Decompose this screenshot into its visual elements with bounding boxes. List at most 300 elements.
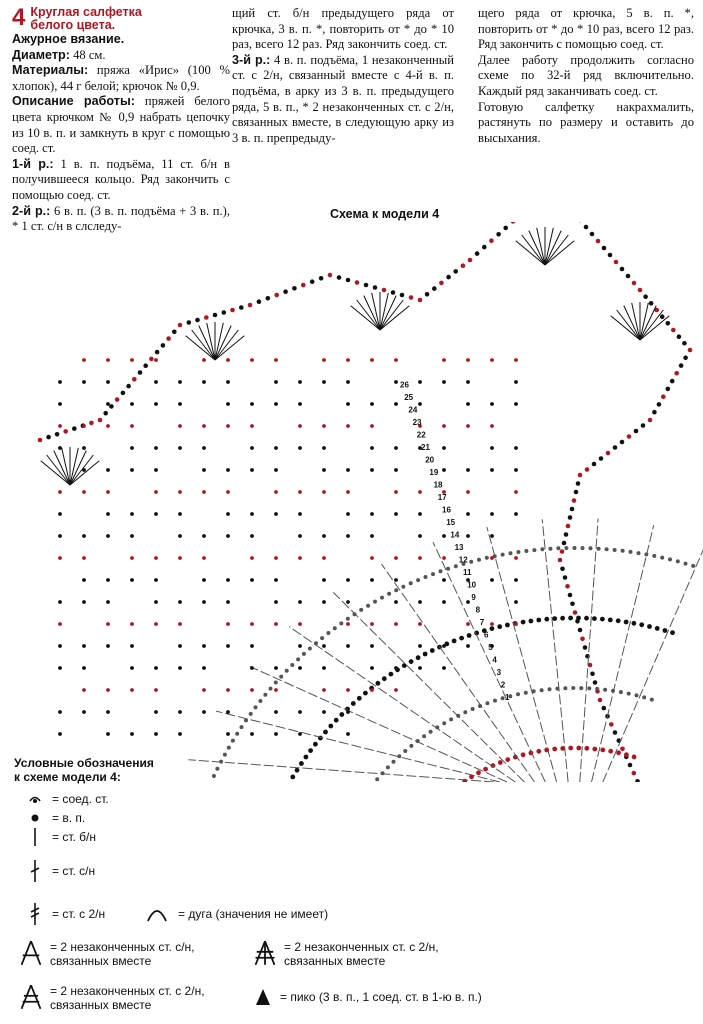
lattice-dot <box>370 358 374 362</box>
chain-stitch-dot <box>149 357 154 362</box>
ring-stitch <box>382 676 387 681</box>
ring-stitch <box>323 730 328 735</box>
chain-stitch-dot <box>382 288 387 293</box>
lattice-dot <box>466 644 470 648</box>
lattice-dot <box>466 380 470 384</box>
lattice-dot <box>466 358 470 362</box>
legend-item-single-crochet: = ст. б/н <box>24 826 96 848</box>
chain-stitch-dot <box>121 391 126 396</box>
ring-stitch <box>254 705 258 709</box>
lattice-dot <box>250 512 254 516</box>
chain-stitch-dot <box>641 423 646 428</box>
ring-stitch <box>529 619 534 624</box>
lattice-dot <box>394 446 398 450</box>
chain-stitch-dot <box>598 698 603 703</box>
ring-stitch <box>235 732 239 736</box>
chain-stitch-dot <box>409 295 414 300</box>
lattice-dot <box>82 534 86 538</box>
lattice-dot <box>442 600 446 604</box>
lattice-dot <box>154 446 158 450</box>
ring-stitch <box>621 549 625 553</box>
picot-icon <box>252 986 274 1008</box>
ring-stitch <box>516 692 520 696</box>
lattice-dot <box>298 644 302 648</box>
chain-stitch-dot <box>671 328 676 333</box>
ring-stitch <box>663 628 668 633</box>
chain-stitch-dot <box>310 279 315 284</box>
chain-stitch-dot <box>634 429 639 434</box>
ring-stitch <box>490 626 495 631</box>
lattice-dot <box>154 710 158 714</box>
ring-stitch <box>424 575 428 579</box>
lattice-dot <box>202 578 206 582</box>
row-3-instructions: 3-й р.: 4 в. п. подъёма, 1 незаконченный ст. с 2/н, связанный вместе с 4-й в. п. подъёма, в арку из 3 в. п. предыдущего ряда, 5 в. п., * 2 незаконченных ст. с 2/н, связанных вместе, в следующую арку из 3 в. п. препредыду- <box>232 52 454 145</box>
chain-stitch-dot <box>578 473 583 478</box>
chain-stitch-dot <box>161 343 166 348</box>
ring-stitch <box>516 550 520 554</box>
lattice-dot <box>322 490 326 494</box>
lattice-dot <box>106 600 110 604</box>
lattice-dot <box>106 534 110 538</box>
chain-stitch-dot <box>439 281 444 286</box>
lattice-dot <box>442 578 446 582</box>
chain-stitch-dot <box>599 456 604 461</box>
lattice-dot <box>106 380 110 384</box>
lattice-dot <box>202 490 206 494</box>
ring-stitch <box>497 624 502 629</box>
chain-stitch-dot <box>558 558 563 563</box>
ring-stitch <box>563 686 567 690</box>
lattice-dot <box>274 622 278 626</box>
ring-stitch <box>263 693 267 697</box>
ring-stitch <box>540 688 544 692</box>
legend <box>14 756 574 1018</box>
lattice-dot <box>298 424 302 428</box>
ring-stitch <box>429 730 433 734</box>
chain-stitch-dot <box>609 722 614 727</box>
ring-stitch <box>568 746 573 751</box>
ring-stitch <box>471 707 475 711</box>
legend-item-dc2tog: = 2 незаконченных ст. с/н, связанных вместе <box>18 940 246 968</box>
ring-stitch <box>452 639 457 644</box>
chain-stitch-dot <box>187 320 192 325</box>
chain-stitch-dot <box>461 263 466 268</box>
ring-stitch <box>366 604 370 608</box>
lattice-dot <box>466 468 470 472</box>
ring-stitch <box>320 636 324 640</box>
lattice-dot <box>130 534 134 538</box>
chain-stitch-dot <box>632 281 637 286</box>
lattice-dot <box>322 358 326 362</box>
ring-stitch <box>642 695 646 699</box>
lattice-dot <box>154 358 158 362</box>
lattice-dot <box>130 666 134 670</box>
row-number-label: 9 <box>471 593 476 602</box>
lattice-dot <box>394 578 398 582</box>
lattice-dot <box>346 644 350 648</box>
chain-stitch-dot <box>564 532 569 537</box>
chain-stitch-dot <box>89 421 94 426</box>
lattice-dot <box>466 600 470 604</box>
chain-stitch-dot <box>602 246 607 251</box>
chain-stitch-dot <box>178 323 183 328</box>
ring-stitch <box>339 712 344 717</box>
chain-stitch-dot <box>608 253 613 258</box>
chain-stitch-dot <box>620 747 625 752</box>
lattice-dot <box>370 666 374 670</box>
chain-stitch-dot <box>400 293 405 298</box>
lattice-dot <box>274 556 278 560</box>
lattice-dot <box>226 512 230 516</box>
lattice-dot <box>490 622 494 626</box>
lattice-dot <box>346 424 350 428</box>
ring-stitch <box>597 547 601 551</box>
ring-stitch <box>619 690 623 694</box>
ring-stitch <box>576 746 581 751</box>
ring-stitch <box>373 600 377 604</box>
ring-stitch <box>477 558 481 562</box>
lattice-dot <box>514 490 518 494</box>
lattice-dot <box>346 622 350 626</box>
row-number-label: 2 <box>500 680 506 690</box>
chain-stitch-dot <box>584 225 589 230</box>
lattice-dot <box>250 732 254 736</box>
ring-stitch <box>524 691 528 695</box>
ring-stitch <box>423 652 428 657</box>
row-number-label: 8 <box>475 605 481 615</box>
lattice-dot <box>322 600 326 604</box>
finish-instructions: Готовую салфетку накрахмалить, растянуть по размеру и оставить до высыхания. <box>478 99 694 145</box>
lattice-dot <box>178 622 182 626</box>
row-number-label: 14 <box>450 530 460 540</box>
row-number-label: 12 <box>458 555 468 565</box>
lattice-dot <box>106 490 110 494</box>
chain-stitch-dot <box>627 434 632 439</box>
lattice-dot <box>274 666 278 670</box>
lattice-dot <box>514 512 518 516</box>
materials: Материалы: пряжа «Ирис» (100 % хлопок), 44 г белой; крючок № 0,9. <box>12 63 230 93</box>
chain-stitch-dot <box>55 432 60 437</box>
chain-stitch-dot <box>596 239 601 244</box>
row-number-label: 5 <box>488 643 493 652</box>
ring-stitch <box>524 549 528 553</box>
lattice-dot <box>250 534 254 538</box>
lattice-dot <box>274 688 278 692</box>
lattice-dot <box>442 556 446 560</box>
ring-stitch <box>655 626 660 631</box>
chain-stitch-dot <box>585 654 590 659</box>
lattice-dot <box>226 644 230 648</box>
chain-stitch-dot <box>453 269 458 274</box>
chain-stitch-dot <box>652 410 657 415</box>
ring-stitch <box>313 742 318 747</box>
lattice-dot <box>202 446 206 450</box>
chain-stitch-dot <box>613 730 618 735</box>
lattice-dot <box>370 402 374 406</box>
lattice-dot <box>82 556 86 560</box>
lattice-dot <box>490 468 494 472</box>
chain-stitch-dot <box>283 289 288 294</box>
ring-stitch <box>624 752 629 757</box>
lattice-dot <box>178 556 182 560</box>
lattice-dot <box>58 600 62 604</box>
lattice-dot <box>226 600 230 604</box>
ring-stitch <box>637 551 641 555</box>
lattice-dot <box>130 578 134 582</box>
chain-stitch-dot <box>565 584 570 589</box>
lattice-dot <box>442 666 446 670</box>
ring-stitch <box>380 596 384 600</box>
lattice-dot <box>178 402 182 406</box>
lattice-dot <box>442 468 446 472</box>
lattice-dot <box>106 644 110 648</box>
ring-stitch <box>446 567 450 571</box>
ring-stitch <box>389 672 394 677</box>
ring-stitch <box>595 687 599 691</box>
ring-stitch <box>579 686 583 690</box>
lattice-dot <box>250 358 254 362</box>
lattice-dot <box>490 556 494 560</box>
chain-stitch-dot <box>511 222 516 224</box>
chain-stitch-dot <box>248 303 253 308</box>
lattice-dot <box>58 710 62 714</box>
legend-item-arc: = дуга (значения не имеет) <box>142 903 328 925</box>
ring-stitch <box>629 550 633 554</box>
ring-stitch <box>536 618 541 623</box>
row-number-label: 21 <box>421 443 430 452</box>
tr2tog-alt-icon <box>18 984 44 1010</box>
lattice-dot <box>322 644 326 648</box>
chain-stitch-dot <box>143 363 148 368</box>
lattice-dot <box>82 644 86 648</box>
chain-stitch-dot <box>115 397 120 402</box>
ring-stitch <box>346 617 350 621</box>
lattice-dot <box>58 402 62 406</box>
chain-stitch-dot <box>566 524 571 529</box>
lattice-dot <box>82 600 86 604</box>
lattice-dot <box>418 402 422 406</box>
lattice-dot <box>370 446 374 450</box>
lattice-dot <box>298 666 302 670</box>
lattice-dot <box>202 556 206 560</box>
chain-stitch-dot <box>568 593 573 598</box>
lattice-dot <box>82 380 86 384</box>
lattice-dot <box>322 380 326 384</box>
lattice-dot <box>154 688 158 692</box>
ring-stitch <box>647 624 652 629</box>
description: Описание работы: пряжей белого цвета крючком № 0,9 набрать цепочку из 10 в. п. и замкнуть в круг с помощью соед. ст. <box>12 94 230 156</box>
lattice-dot <box>346 732 350 736</box>
ring-stitch <box>416 578 420 582</box>
chain-stitch-dot <box>98 418 103 423</box>
row-3-continued: щего ряда от крючка, 5 в. п. *, повторить от * до * 10 раз, всего 12 раз. Ряд закончить с помощью соед. ст. <box>478 6 694 52</box>
row-number-label: 22 <box>416 430 426 440</box>
chain-stitch-dot <box>683 356 688 361</box>
lattice-dot <box>418 512 422 516</box>
lattice-dot <box>298 622 302 626</box>
lattice-dot <box>298 446 302 450</box>
lattice-dot <box>418 622 422 626</box>
lattice-dot <box>490 512 494 516</box>
lattice-dot <box>322 534 326 538</box>
lattice-dot <box>394 600 398 604</box>
chain-stitch-dot <box>38 438 43 443</box>
chain-stitch-dot <box>468 258 473 263</box>
ring-stitch <box>605 547 609 551</box>
row-number-label: 24 <box>408 405 418 415</box>
row-number-label: 10 <box>467 580 477 590</box>
legend-item-double-crochet: = ст. с/н <box>24 860 95 882</box>
ring-stitch <box>635 693 639 697</box>
dc2tog-icon <box>18 940 44 966</box>
legend-item-slip-stitch: = соед. ст. <box>24 788 109 810</box>
lattice-dot <box>154 380 158 384</box>
diagram-title: Схема к модели 4 <box>330 207 440 221</box>
ring-stitch <box>616 618 621 623</box>
ring-stitch <box>584 616 589 621</box>
lattice-dot <box>106 578 110 582</box>
lattice-dot <box>58 512 62 516</box>
row-number-label: 18 <box>433 480 443 490</box>
chain-stitch-dot <box>606 451 611 456</box>
lattice-dot <box>298 402 302 406</box>
lattice-dot <box>202 468 206 472</box>
lattice-dot <box>130 556 134 560</box>
lattice-dot <box>178 534 182 538</box>
row-number-label: 15 <box>446 518 456 527</box>
lattice-dot <box>490 402 494 406</box>
lattice-dot <box>442 644 446 648</box>
chain-stitch-dot <box>204 315 209 320</box>
lattice-dot <box>274 358 278 362</box>
lattice-dot <box>226 710 230 714</box>
lattice-dot <box>226 358 230 362</box>
lattice-dot <box>130 512 134 516</box>
ring-stitch <box>339 621 343 625</box>
chain-stitch-dot <box>576 481 581 486</box>
lattice-dot <box>202 666 206 670</box>
row-2-instructions: 2-й р.: 6 в. п. (3 в. п. подъёма + 3 в. п.), * 1 ст. с/н в слследу- <box>12 203 230 234</box>
chain-stitch-dot <box>432 286 437 291</box>
lattice-dot <box>346 402 350 406</box>
lattice-dot <box>274 600 278 604</box>
lattice-dot <box>226 424 230 428</box>
lattice-dot <box>154 468 158 472</box>
row-number-label: 26 <box>400 380 409 390</box>
lattice-dot <box>250 666 254 670</box>
row-2-continued: щий ст. б/н предыдущего ряда от крючка, 3 в. п. *, повторить от * до * 10 раз, всего 12 раз. Ряд закончить соед. ст. <box>232 6 454 52</box>
ring-stitch <box>556 546 560 550</box>
chain-stitch-dot <box>274 293 279 298</box>
lattice-dot <box>466 512 470 516</box>
ring-stitch <box>449 717 453 721</box>
lattice-dot <box>226 380 230 384</box>
ring-stitch <box>416 655 421 660</box>
ring-stitch <box>573 546 577 550</box>
chain-stitch-dot <box>660 314 665 319</box>
chain-stitch-dot <box>355 280 360 285</box>
ring-stitch <box>285 669 289 673</box>
ring-stitch <box>308 748 313 753</box>
chain-stitch-dot <box>574 490 579 495</box>
lattice-dot <box>346 490 350 494</box>
lattice-dot <box>130 732 134 736</box>
lattice-dot <box>202 644 206 648</box>
lattice-dot <box>418 490 422 494</box>
lattice-dot <box>322 688 326 692</box>
ring-stitch <box>402 663 407 668</box>
ring-stitch <box>501 553 505 557</box>
lattice-dot <box>154 490 158 494</box>
lattice-dot <box>442 424 446 428</box>
lattice-dot <box>298 380 302 384</box>
chain-stitch-dot <box>585 467 590 472</box>
lattice-dot <box>250 688 254 692</box>
ring-stitch <box>459 636 464 641</box>
lattice-dot <box>466 622 470 626</box>
lattice-dot <box>370 622 374 626</box>
ring-stitch <box>584 746 589 751</box>
ring-stitch <box>616 750 621 755</box>
ring-stitch <box>493 699 497 703</box>
lattice-dot <box>394 688 398 692</box>
lattice-dot <box>442 534 446 538</box>
lattice-dot <box>202 710 206 714</box>
ring-stitch <box>613 548 617 552</box>
lattice-dot <box>130 622 134 626</box>
lattice-dot <box>106 732 110 736</box>
legend-heading-2: к схеме модели 4: <box>14 770 121 784</box>
lattice-dot <box>250 578 254 582</box>
row-number-label: 25 <box>404 393 414 402</box>
lattice-dot <box>370 688 374 692</box>
lattice-dot <box>346 512 350 516</box>
chain-stitch-dot <box>620 440 625 445</box>
ring-stitch <box>485 556 489 560</box>
lattice-dot <box>82 446 86 450</box>
row-number-label: 17 <box>437 493 447 502</box>
lattice-dot <box>466 534 470 538</box>
chain-stitch-dot <box>446 275 451 280</box>
chain-stitch-dot <box>602 706 607 711</box>
lattice-dot <box>58 490 62 494</box>
chain-stitch-dot <box>677 334 682 339</box>
lattice-dot <box>466 402 470 406</box>
ring-stitch <box>509 551 513 555</box>
ring-stitch <box>501 696 505 700</box>
ring-stitch <box>409 744 413 748</box>
lattice-dot <box>346 578 350 582</box>
lattice-dot <box>250 622 254 626</box>
legend-item-treble-crochet: = ст. с 2/н <box>24 903 105 925</box>
chain-stitch-dot <box>475 251 480 256</box>
lattice-dot <box>274 468 278 472</box>
ring-stitch <box>652 554 656 558</box>
ring-stitch <box>505 623 510 628</box>
lattice-dot <box>202 600 206 604</box>
ring-stitch <box>608 618 613 623</box>
lattice-dot <box>298 600 302 604</box>
row-number-label: 13 <box>454 543 464 552</box>
row-number-label: 11 <box>463 568 472 577</box>
lattice-dot <box>58 644 62 648</box>
lattice-dot <box>82 468 86 472</box>
lattice-dot <box>322 424 326 428</box>
chain-stitch-dot <box>657 402 662 407</box>
ring-stitch <box>328 724 333 729</box>
lattice-dot <box>322 666 326 670</box>
ring-stitch <box>394 588 398 592</box>
